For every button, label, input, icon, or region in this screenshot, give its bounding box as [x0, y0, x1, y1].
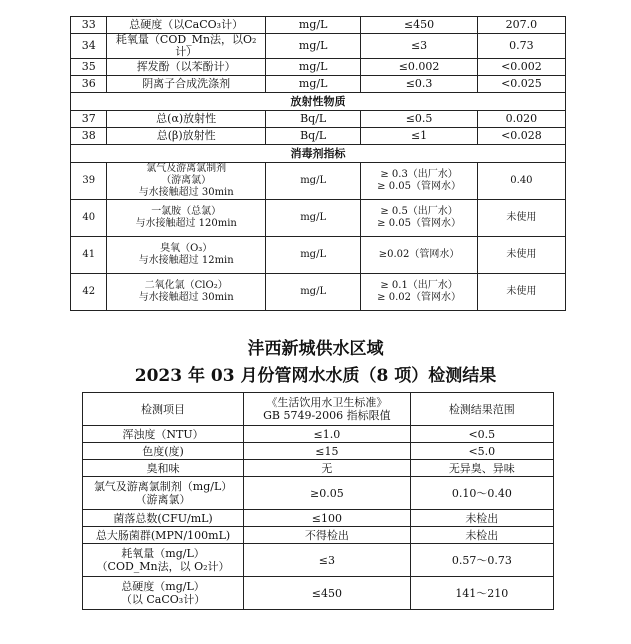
table-row — [71, 76, 566, 93]
indicator-name: 二氧化氯（ClO₂） 与水接触超过 30min — [107, 274, 266, 311]
indicator-name: 臭氧（O₃） 与水接触超过 12min — [107, 237, 266, 274]
test-result: 未使用 — [477, 237, 565, 274]
test-result: 未使用 — [477, 274, 565, 311]
test-result: <0.028 — [477, 128, 565, 145]
limit-value: ≤450 — [361, 17, 478, 34]
test-item: 氯气及游离氯制剂（mg/L） （游离氯） — [83, 477, 244, 510]
unit: mg/L — [265, 163, 360, 200]
row-number: 34 — [71, 34, 107, 59]
table-header-row — [83, 393, 554, 426]
test-result: 0.020 — [477, 111, 565, 128]
test-result: 0.40 — [477, 163, 565, 200]
report-title-period: 2023 年 03 月份管网水水质（8 项）检测结果 — [134, 366, 497, 386]
unit: mg/L — [265, 200, 360, 237]
standard-limit: 不得检出 — [244, 527, 411, 544]
standard-limit: ≤15 — [244, 443, 411, 460]
header-range: 检测结果范围 — [410, 393, 553, 426]
table-row — [83, 443, 554, 460]
test-item: 总硬度（mg/L） （以 CaCO₃计） — [83, 577, 244, 610]
result-range: 0.57～0.73 — [410, 544, 553, 577]
limit-value: ≤0.002 — [361, 59, 478, 76]
unit: mg/L — [265, 34, 360, 59]
table-row — [83, 544, 554, 577]
table-row — [71, 237, 566, 274]
test-result: 未使用 — [477, 200, 565, 237]
row-number: 40 — [71, 200, 107, 237]
unit: mg/L — [265, 17, 360, 34]
table-row — [83, 527, 554, 544]
standard-limit: ≤1.0 — [244, 426, 411, 443]
unit: Bq/L — [265, 128, 360, 145]
indicator-name: 总硬度（以CaCO₃计） — [107, 17, 266, 34]
row-number: 42 — [71, 274, 107, 311]
limit-value: ≤0.5 — [361, 111, 478, 128]
result-range: <5.0 — [410, 443, 553, 460]
row-number: 41 — [71, 237, 107, 274]
standard-limit: ≥0.05 — [244, 477, 411, 510]
standard-limit: ≤450 — [244, 577, 411, 610]
result-range: 未检出 — [410, 527, 553, 544]
result-range: 141～210 — [410, 577, 553, 610]
limit-value: ≥ 0.3（出厂水） ≥ 0.05（管网水） — [361, 163, 478, 200]
indicator-name: 挥发酚（以苯酚计） — [107, 59, 266, 76]
limit-value: ≤3 — [361, 34, 478, 59]
result-range: <0.5 — [410, 426, 553, 443]
test-item: 臭和味 — [83, 460, 244, 477]
test-item: 浑浊度（NTU） — [83, 426, 244, 443]
row-number: 38 — [71, 128, 107, 145]
pipe-network-water-quality-table — [82, 392, 554, 610]
table-row — [83, 460, 554, 477]
table-row — [71, 128, 566, 145]
standard-limit: ≤3 — [244, 544, 411, 577]
table-row — [71, 17, 566, 34]
table-row — [71, 34, 566, 59]
row-number: 35 — [71, 59, 107, 76]
standard-limit: ≤100 — [244, 510, 411, 527]
water-quality-table-continued — [70, 16, 566, 311]
limit-value: ≤0.3 — [361, 76, 478, 93]
table-row — [83, 577, 554, 610]
indicator-name: 一氯胺（总氯） 与水接触超过 120min — [107, 200, 266, 237]
test-result: 0.73 — [477, 34, 565, 59]
limit-value: ≥ 0.5（出厂水） ≥ 0.05（管网水） — [361, 200, 478, 237]
unit: mg/L — [265, 59, 360, 76]
header-item: 检测项目 — [83, 393, 244, 426]
unit: mg/L — [265, 237, 360, 274]
limit-value: ≥ 0.1（出厂水） ≥ 0.02（管网水） — [361, 274, 478, 311]
table-row — [83, 426, 554, 443]
result-range: 0.10～0.40 — [410, 477, 553, 510]
section-radioactive: 放射性物质 — [71, 93, 566, 111]
limit-value: ≥0.02（管网水） — [361, 237, 478, 274]
test-item: 色度(度) — [83, 443, 244, 460]
standard-limit: 无 — [244, 460, 411, 477]
table-row — [71, 163, 566, 200]
section-disinfectant: 消毒剂指标 — [71, 145, 566, 163]
result-range: 未检出 — [410, 510, 553, 527]
unit: mg/L — [265, 76, 360, 93]
section-row — [71, 145, 566, 163]
test-result: <0.002 — [477, 59, 565, 76]
indicator-name: 耗氧量（COD_Mn法，以O₂计） — [107, 34, 266, 59]
report-title-region: 沣西新城供水区域 — [247, 339, 384, 359]
indicator-name: 阴离子合成洗涤剂 — [107, 76, 266, 93]
table-row — [71, 59, 566, 76]
indicator-name: 总(α)放射性 — [107, 111, 266, 128]
unit: mg/L — [265, 274, 360, 311]
table-row — [83, 510, 554, 527]
table-row — [83, 477, 554, 510]
row-number: 39 — [71, 163, 107, 200]
indicator-name: 氯气及游离氯制剂 （游离氯） 与水接触超过 30min — [107, 163, 266, 200]
unit: Bq/L — [265, 111, 360, 128]
test-item: 总大肠菌群(MPN/100mL) — [83, 527, 244, 544]
test-result: 207.0 — [477, 17, 565, 34]
row-number: 36 — [71, 76, 107, 93]
row-number: 37 — [71, 111, 107, 128]
test-item: 菌落总数(CFU/mL) — [83, 510, 244, 527]
indicator-name: 总(β)放射性 — [107, 128, 266, 145]
result-range: 无异臭、异味 — [410, 460, 553, 477]
table-row — [71, 200, 566, 237]
limit-value: ≤1 — [361, 128, 478, 145]
section-row — [71, 93, 566, 111]
table-row — [71, 111, 566, 128]
table-row — [71, 274, 566, 311]
row-number: 33 — [71, 17, 107, 34]
header-limit: 《生活饮用水卫生标准》 GB 5749-2006 指标限值 — [244, 393, 411, 426]
test-result: <0.025 — [477, 76, 565, 93]
test-item: 耗氧量（mg/L） （COD_Mn法，以 O₂计） — [83, 544, 244, 577]
